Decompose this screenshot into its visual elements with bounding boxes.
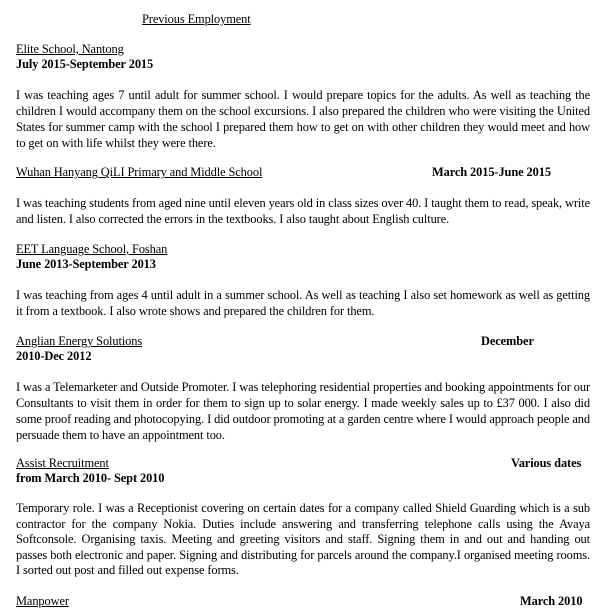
section-title: Previous Employment <box>142 12 251 26</box>
job-entry-elite-school <box>16 42 594 151</box>
employment-dates: July 2015-September 2015 <box>16 57 154 71</box>
job-entry-assist-recruitment <box>16 456 594 579</box>
job-entry-wuhan-hanyang <box>16 165 594 227</box>
employment-dates-start: December <box>481 334 534 348</box>
employment-dates-note: Various dates <box>511 456 582 470</box>
job-description: I was a Telemarketer and Outside Promoter. I was telephoring residential properties and booking appointments for our Consultants to visit them in order for them to sign up to solar energy. I made weekly sales up to £37 000. I also did some proof reading and photocopying. I did outdoor promoting at a garden centre where I would approach people and persuade them to have an appointment too. <box>16 380 590 442</box>
employer-name: Wuhan Hanyang QiLI Primary and Middle School <box>16 165 263 179</box>
employer-name: EET Language School, Foshan <box>16 242 168 256</box>
job-entry-manpower <box>16 594 594 609</box>
job-entry-anglian-energy <box>16 334 594 443</box>
job-description: Temporary role. I was a Receptionist covering on certain dates for a company called Shield Guarding which is a sub contractor for the company Nokia. Duties include answering and transferring telephone calls using the Avaya Softconsole. Organising taxis. Meeting and greeting visitors and staff. Signing them in and out and handing out passes both electronic and paper. Signing and distributing for parcels around the company.I organised meeting rooms. I sorted out post and filled out expense forms. <box>16 501 590 577</box>
employer-name: Anglian Energy Solutions <box>16 334 143 348</box>
job-description: I was teaching ages 7 until adult for summer school. I would prepare topics for the adults. As well as teaching the children I would accompany them on the school excursions. I also prepared the children who were visiting the United States for summer camp with the school I prepared them how to get on with other children they would meet and how to get on with life whilst they were there. <box>16 88 590 150</box>
job-description: I was teaching students from aged nine until eleven years old in class sizes over 40. I taught them to read, speak, write and listen. I also corrected the errors in the textbooks. I also taught about English culture. <box>16 196 590 226</box>
job-entry-eet-language <box>16 242 594 319</box>
employment-dates: March 2010 <box>520 594 583 608</box>
job-description: I was teaching from ages 4 until adult in a summer school. As well as teaching I also set homework as well as getting it from a textbook. I also wrote shows and prepared the children for them. <box>16 288 590 318</box>
employer-name: Manpower <box>16 594 69 608</box>
employment-dates-end: 2010-Dec 2012 <box>16 349 92 363</box>
employment-dates: from March 2010- Sept 2010 <box>16 471 165 485</box>
employer-name: Elite School, Nantong <box>16 42 124 56</box>
employment-dates: June 2013-September 2013 <box>16 257 156 271</box>
employer-name: Assist Recruitment <box>16 456 109 470</box>
employment-dates: March 2015-June 2015 <box>432 165 551 179</box>
